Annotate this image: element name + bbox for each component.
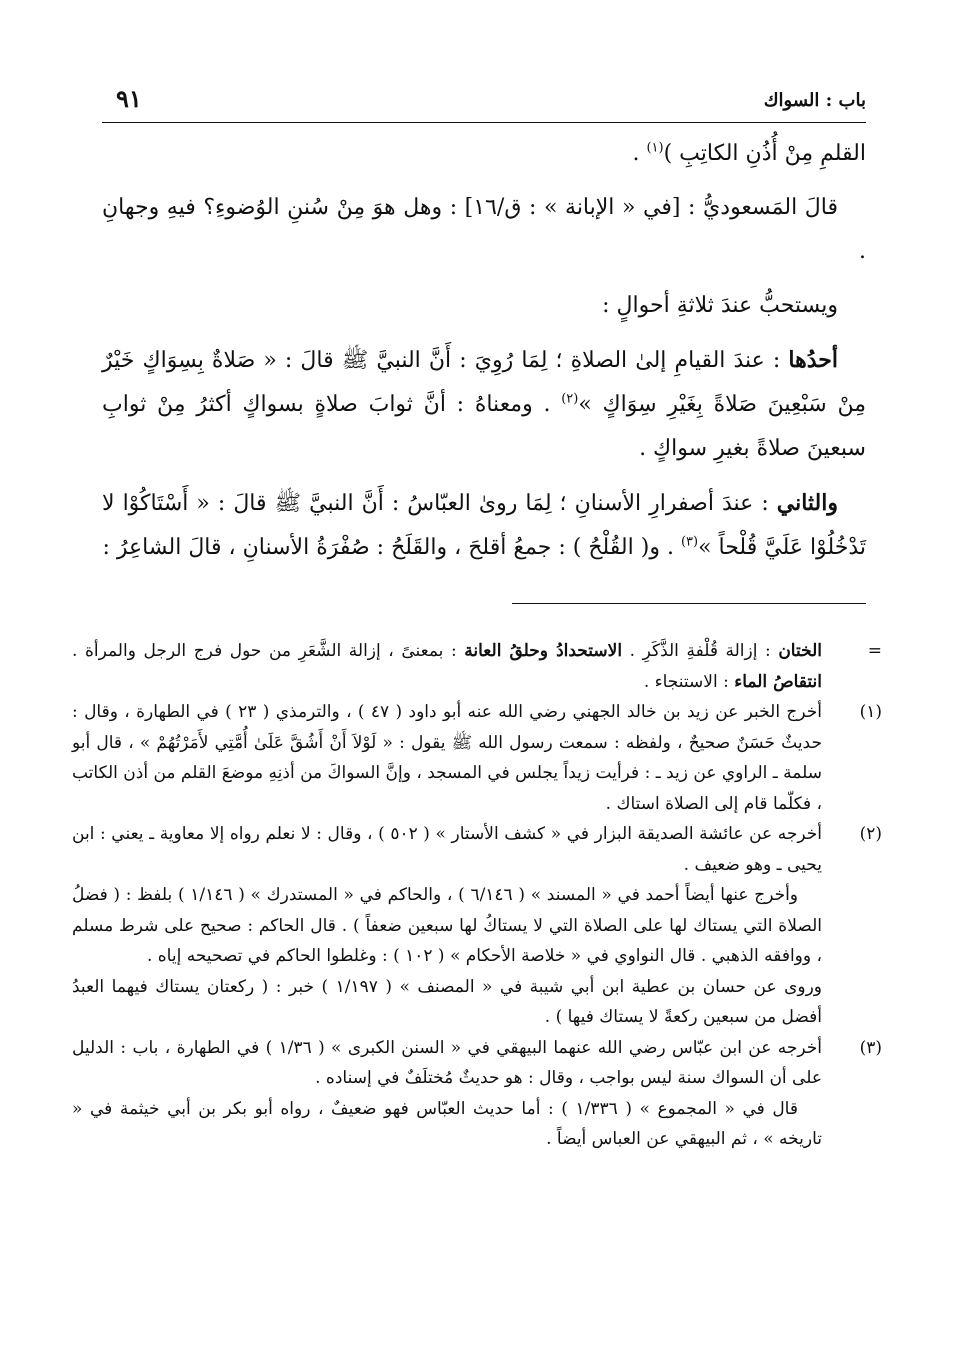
footnote-ref-3[interactable]: (٣) (680, 534, 699, 550)
footnote-number: (٢) (859, 824, 882, 844)
paragraph-first-state (102, 338, 866, 471)
spacer (102, 274, 866, 284)
spacer (102, 471, 866, 481)
chapter-title: باب : السواك (763, 90, 866, 111)
footnote-paragraph: وأخرج عنها أيضاً أحمد في « المسند » ( ٦/١٤٦ ) ، والحاكم في « المستدرك » ( ١/١٤٦ ) بلفظ : ( فضلُ الصلاة التي يستاك لها على الصلاة التي لا يستاكُ لها سبعين ضعفاً ) . قال الحاكم : صحيح على شرط مسلم ، ووافقه الذهبي . قال النواوي في « خلاصة الأحكام » ( ١٠٢ ) : وغلطوا الحاكم في تصحيحه إياه . (72, 885, 822, 966)
term: الختان (778, 641, 822, 661)
footnote-number: (٣) (859, 1037, 882, 1058)
footnote-ref-1[interactable]: (١) (646, 140, 664, 156)
footnote-body (72, 636, 822, 697)
footnote-paragraph: أخرجه عن عائشة الصديقة البزار في « كشف الأستار » ( ٥٠٢ ) ، وقال : لا نعلم رواه إلا معاوية ـ يعني : ابن يحيى ـ وهو ضعيف . (72, 824, 822, 875)
footnote-paragraph (72, 636, 822, 697)
footnote-paragraph: قال في « المجموع » ( ١/٣٣٦ ) : أما حديث العبّاس فهو ضعيفٌ ، رواه أبو بكر بن أبي خيثمة في « تاريخه » ، ثم البيهقي عن العباس أيضاً . (72, 1098, 822, 1149)
footnote-marker: = (867, 641, 882, 661)
text-span: . و( القُلْحُ ) : جمعُ أقلحَ ، والقَلَحُ : صُفْرَةُ الأسنانِ ، قالَ الشاعِرُ : (102, 535, 681, 560)
footnote-2 (72, 819, 882, 1033)
footnote-body (72, 819, 822, 1033)
paragraph-three-states: ويستحبُّ عندَ ثلاثةِ أحوالٍ : (602, 293, 838, 318)
text-span: : بمعنىً ، إزالة الشَّعَرِ من حول فرج الرجل والمرأة . (72, 641, 465, 661)
footnote-ref-2[interactable]: (٢) (561, 391, 579, 407)
footnote-paragraph: أخرج الخبر عن زيد بن خالد الجهني رضي الله عنه أبو داود ( ٤٧ ) ، والترمذي ( ٢٣ ) في الطهارة ، وقال : حديثٌ حَسَنٌ صحيحٌ ، ولفظه : سمعت رسول الله ﷺ يقول : « لَوْلاَ أَنْ أَشُقَّ عَلَىٰ أُمَّتِي لأَمَرْتُهُمْ » ، قال أبو سلمة ـ الراوي عن زيد ـ : فرأيت زيداً يجلس في المسجد ، وإنَّ السواكَ من أذنِهِ موضعَ القلم من أذن الكاتب ، فكلّما قام إلى الصلاة استاك . (71, 702, 822, 814)
text-span: . ومعناهُ : أنَّ ثوابَ صلاةٍ بسواكٍ أكثرُ مِنْ ثوابِ سبعينَ صلاةً بغيرِ سواكٍ . (102, 392, 866, 461)
footnote-3 (72, 1033, 882, 1155)
header-rule (102, 122, 866, 123)
paragraph-second-state (102, 481, 866, 570)
text-span: : الاستنجاء . (643, 671, 735, 692)
footnote-number: (١) (859, 702, 882, 722)
paragraph-continuation (102, 132, 866, 176)
footnote-1 (72, 697, 882, 819)
footnote-paragraph: وروى عن حسان بن عطية ابن أبي شيبة في « المصنف » ( ١/١٩٧ ) خبر : ( ركعتان يستاك فيهما العبدُ أفضل من سبعين ركعةً لا يستاك فيها ) . (72, 976, 823, 1027)
paragraph-masudi: قالَ المَسعوديُّ : [في « الإبانة » : ق/١٦] : وهل هوَ مِنْ سُننِ الوُضوءِ؟ فيهِ وجهانِ . (102, 195, 866, 264)
term: انتقاصُ الماء (734, 671, 822, 692)
text-span: القلمِ مِنْ أُذُنِ الكاتِبِ ) (663, 141, 866, 166)
text-span: . (632, 141, 647, 166)
footnote-paragraph: أخرجه عن ابن عبّاس رضي الله عنهما البيهقي في « السنن الكبرى » ( ١/٣٦ ) في الطهارة ، باب : الدليل على أن السواك سنة ليس بواجب ، وقال : هو حديثٌ مُختلَفٌ في إسناده . (72, 1037, 822, 1088)
footnote-body (72, 697, 822, 819)
text-span: : إزالة قُلْفةِ الذَّكَرِ . (622, 641, 779, 661)
term: الاستحدادُ وحلقُ العانة (464, 641, 623, 661)
text-span: : عندَ القيامِ إلىٰ الصلاةِ ؛ لِمَا رُوِيَ : أَنَّ النبيَّ ﷺ قالَ : « صَلاةٌ بِسِوَاكٍ خَيْرٌ مِنْ سَبْعِينَ صَلاةً بِغَيْرِ سِوَاكٍ » (102, 348, 866, 417)
footnote-separator (512, 603, 866, 604)
footnote-body (72, 1033, 822, 1155)
spacer (102, 176, 866, 186)
page-header (102, 84, 866, 120)
paragraph-lead: أحدُها (788, 347, 838, 373)
spacer (102, 328, 866, 338)
footnotes-section (72, 636, 882, 1155)
text-span: : عندَ أصفرارِ الأسنانِ ؛ لِمَا روىٰ العبّاسُ : أَنَّ النبيَّ ﷺ قالَ : « أَسْتَاكُوْا لا تَدْخُلُوْا عَلَيَّ قُلْحاً » (102, 491, 866, 560)
paragraph-lead: والثاني (776, 490, 838, 516)
page-number: ٩١ (116, 84, 142, 113)
footnote-continuation (72, 636, 882, 697)
main-text (102, 132, 866, 570)
